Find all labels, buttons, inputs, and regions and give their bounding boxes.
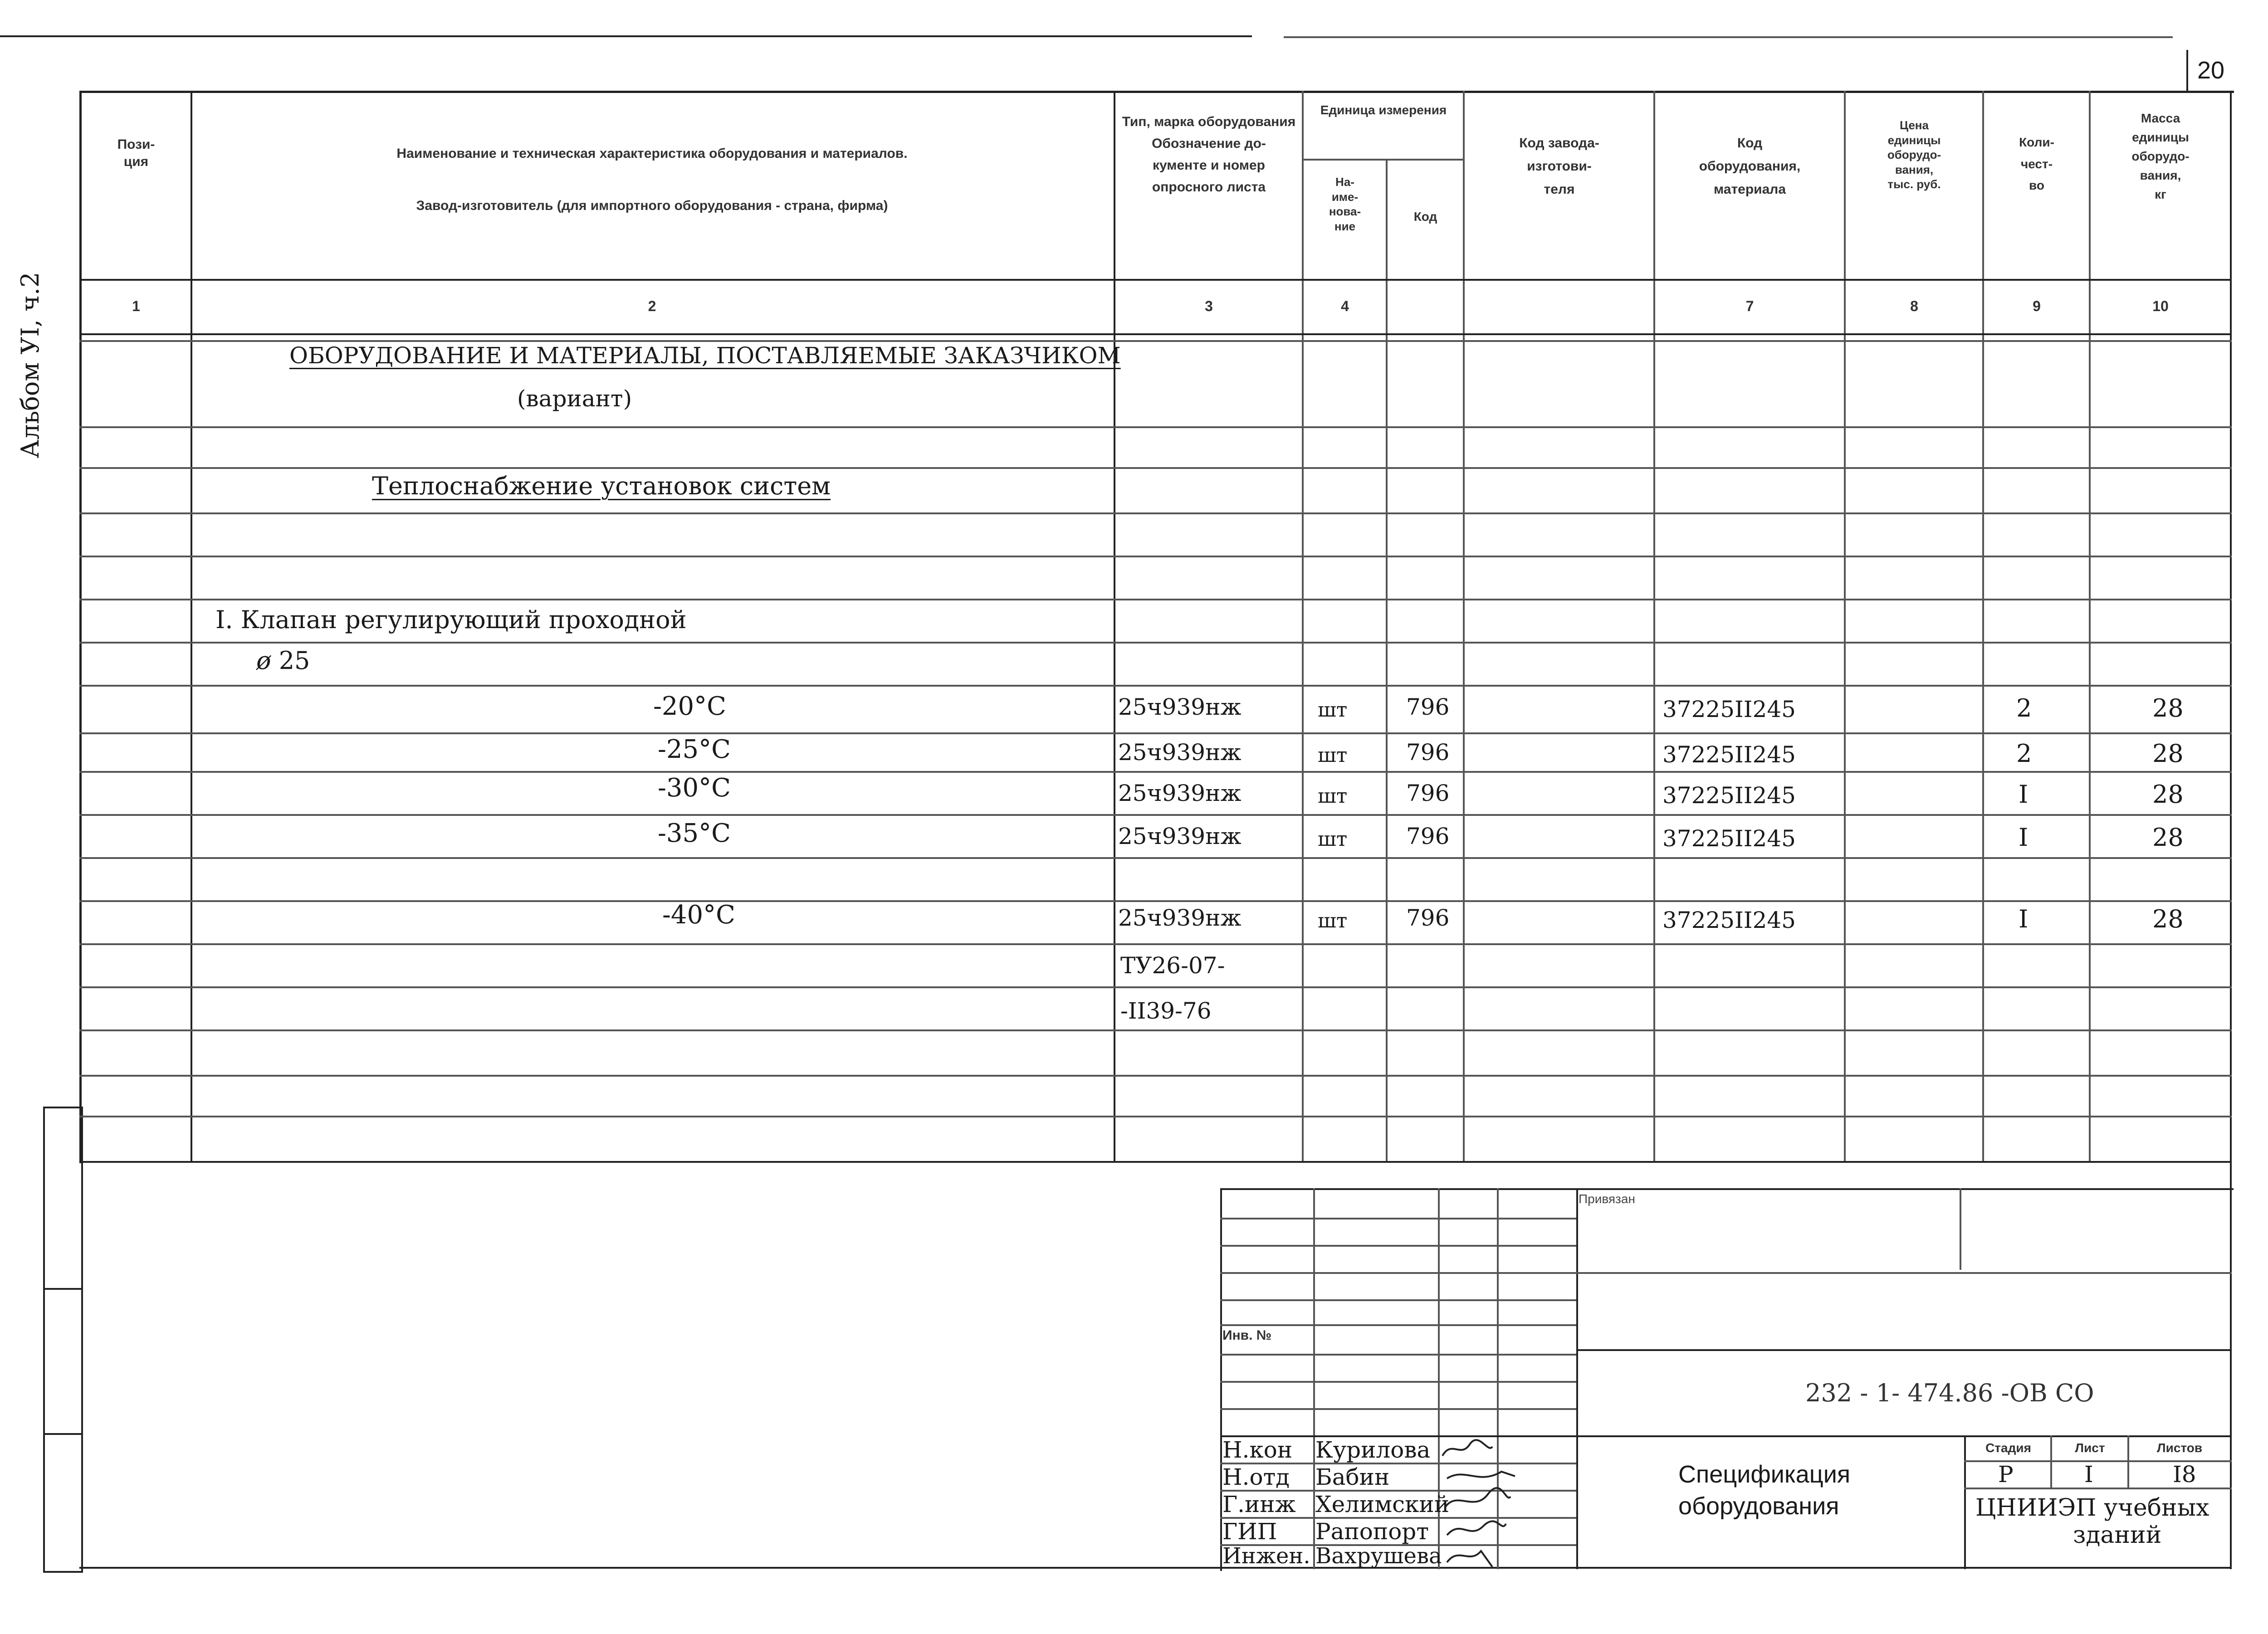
tb-row-line — [1220, 1272, 2232, 1274]
inv-label: Инв. № — [1222, 1328, 1272, 1343]
row-temperature: -30°C — [658, 773, 731, 803]
tb-row-line — [1220, 1408, 1576, 1410]
row-line — [79, 685, 2232, 687]
colnum-4: 4 — [1341, 298, 1349, 314]
colnum-10: 10 — [2152, 298, 2169, 314]
row-line — [79, 1075, 2232, 1077]
row-qty: I — [2019, 823, 2028, 852]
header-name-line1: Наименование и техническая характеристика оборудования и материалов. — [396, 146, 908, 161]
album-label — [16, 252, 48, 478]
row-temperature: -40°C — [662, 900, 736, 930]
row-mass: 28 — [2152, 739, 2184, 768]
row-code: 37225II245 — [1662, 741, 1796, 768]
sheets-value: I8 — [2173, 1461, 2196, 1488]
doc-title-line1: Спецификация — [1678, 1461, 1851, 1488]
row-line — [79, 900, 2232, 902]
row-mass: 28 — [2152, 780, 2184, 809]
col-line-6 — [1844, 91, 1846, 1161]
row-line — [79, 771, 2232, 773]
sig-role: Н.отд — [1222, 1464, 1290, 1490]
item-diameter: 25 — [279, 646, 310, 675]
row-type: 25ч939нж — [1118, 780, 1242, 806]
row-unit-code: 796 — [1406, 739, 1450, 766]
tb-row-line — [1220, 1354, 1576, 1356]
row-line — [79, 1029, 2232, 1031]
tb-stage-col — [2050, 1435, 2052, 1488]
doc-code: 232 - 1- 474.86 -ОВ СО — [1805, 1379, 2094, 1407]
sig-name: Курилова — [1315, 1437, 1431, 1463]
row-code: 37225II245 — [1662, 782, 1796, 809]
row-temperature: -35°C — [658, 819, 731, 848]
header-unit: Единица измерения — [1320, 103, 1447, 117]
row-mass: 28 — [2152, 905, 2184, 933]
doc-title-line2: оборудования — [1678, 1493, 1839, 1520]
row-type: 25ч939нж — [1118, 694, 1242, 720]
page-number-box — [2186, 50, 2234, 93]
row-line — [79, 732, 2232, 734]
tb-stage-line — [1964, 1488, 2232, 1489]
header-equipment-code: Код оборудования, материала — [1699, 136, 1801, 197]
col-line-5 — [1653, 91, 1655, 1161]
tb-col-line — [1576, 1188, 1578, 1569]
section-title: ОБОРУДОВАНИЕ И МАТЕРИАЛЫ, ПОСТАВЛЯЕМЫЕ ЗАКАЗЧИКОМ — [289, 342, 1121, 369]
top-rule-right — [1284, 36, 2173, 38]
row-line — [79, 340, 2232, 342]
col-line-1 — [191, 91, 192, 1161]
row-qty: I — [2019, 780, 2028, 809]
tb-row-line — [1220, 1245, 1576, 1247]
row-unit-code: 796 — [1406, 823, 1450, 849]
row-type: 25ч939нж — [1118, 739, 1242, 766]
header-position: Пози- ция — [117, 137, 155, 169]
row-line — [79, 943, 2232, 945]
row-type: 25ч939нж — [1118, 823, 1242, 849]
tb-row-line — [1576, 1349, 2232, 1351]
tb-col-line — [1960, 1188, 1961, 1270]
tb-row-line — [1220, 1218, 1576, 1219]
row-qty: 2 — [2016, 739, 2032, 768]
row-mass: 28 — [2152, 694, 2184, 722]
sig-name: Бабин — [1315, 1464, 1390, 1490]
row-unit: шт — [1318, 828, 1348, 851]
margin-strip-divider-2 — [43, 1433, 81, 1435]
header-price: Цена единицы оборудо- вания, тыс. руб. — [1887, 118, 1941, 191]
row-unit-code: 796 — [1406, 694, 1450, 720]
margin-strip — [43, 1107, 83, 1573]
sig-name: Рапопорт — [1315, 1518, 1429, 1545]
row-line — [79, 467, 2232, 469]
row-code: 37225II245 — [1662, 907, 1796, 933]
attached-label: Привязан — [1579, 1192, 1635, 1206]
org-line1: ЦНИИЭП учебных — [1975, 1494, 2209, 1522]
tb-row-line — [1220, 1324, 1576, 1326]
row-qty: 2 — [2016, 694, 2032, 722]
row-line — [79, 857, 2232, 859]
sig-role: Г.инж — [1222, 1491, 1296, 1517]
row-unit: шт — [1318, 909, 1348, 932]
item-diameter-row — [256, 646, 310, 675]
col-line-2 — [1114, 91, 1115, 1161]
header-plant-code: Код завода- изготови- теля — [1519, 136, 1599, 197]
tb-row-line — [1220, 1381, 1576, 1383]
table-bottom — [79, 1161, 2232, 1163]
stage-label: Стадия — [1985, 1441, 2031, 1455]
margin-strip-divider-1 — [43, 1288, 81, 1290]
header-bottom — [79, 279, 2232, 281]
tb-stage-divider — [1964, 1435, 1966, 1569]
tb-stage-col — [2127, 1435, 2129, 1488]
row-unit-code: 796 — [1406, 780, 1450, 806]
header-name-line2: Завод-изготовитель (для импортного оборудования - страна, фирма) — [416, 198, 888, 213]
header-qty: Коли- чест- во — [2019, 135, 2054, 193]
item-title: I. Клапан регулирующий проходной — [215, 605, 687, 634]
page-number: 20 — [2197, 57, 2225, 84]
row-line — [79, 426, 2232, 428]
stage-value: Р — [1998, 1461, 2014, 1488]
tb-row-line — [1220, 1299, 1576, 1301]
doc-ref-line1: ТУ26-07- — [1120, 952, 1225, 979]
colnum-1: 1 — [132, 298, 140, 314]
col-line-4b — [1463, 91, 1465, 1161]
sig-name: Хелимский — [1315, 1491, 1450, 1517]
header-unit-name: На- име- нова- ние — [1329, 175, 1361, 233]
row-code: 37225II245 — [1662, 825, 1796, 852]
col-line-3 — [1302, 91, 1304, 1161]
sheet-value: I — [2084, 1461, 2093, 1488]
row-unit: шт — [1318, 698, 1348, 722]
colnum-9: 9 — [2033, 298, 2041, 314]
row-temperature: -25°C — [658, 735, 731, 764]
sheets-label: Листов — [2156, 1441, 2203, 1455]
subsection-title: Теплоснабжение установок систем — [372, 472, 831, 500]
row-qty: I — [2019, 905, 2028, 933]
row-code: 37225II245 — [1662, 696, 1796, 722]
row-line — [79, 556, 2232, 557]
colnum-3: 3 — [1205, 298, 1213, 314]
header-mass: Масса единицы оборудо- вания, кг — [2131, 111, 2190, 201]
top-rule — [0, 35, 1252, 37]
row-unit: шт — [1318, 785, 1348, 808]
col-line-7 — [1982, 91, 1984, 1161]
row-unit-code: 796 — [1406, 905, 1450, 931]
diameter-icon: ø — [256, 646, 271, 675]
row-type: 25ч939нж — [1118, 905, 1242, 931]
unit-subheader-line — [1302, 159, 1463, 161]
row-line — [79, 599, 2232, 600]
section-variant: (вариант) — [517, 385, 632, 412]
col-line-8 — [2089, 91, 2091, 1161]
row-line — [79, 1116, 2232, 1117]
colnum-8: 8 — [1910, 298, 1918, 314]
header-unit-code: Код — [1413, 210, 1437, 224]
sig-name: Вахрушева — [1315, 1543, 1442, 1569]
row-mass: 28 — [2152, 823, 2184, 852]
doc-ref-line2: -II39-76 — [1120, 998, 1212, 1024]
sig-role: ГИП — [1222, 1518, 1277, 1545]
sheet-label: Лист — [2075, 1441, 2105, 1455]
row-line — [79, 814, 2232, 816]
header-type: Тип, марка оборудования Обозначение до- кументе и номер опросного листа — [1122, 114, 1296, 195]
colnum-7: 7 — [1745, 298, 1754, 314]
album-label-text: Альбом УI, ч.2 — [16, 272, 44, 458]
row-line — [79, 986, 2232, 988]
numrow-bottom — [79, 333, 2232, 335]
handwritten-signatures — [1438, 1435, 1574, 1569]
row-line — [79, 512, 2232, 514]
row-unit: шт — [1318, 744, 1348, 767]
colnum-2: 2 — [648, 298, 656, 314]
col-line-4a — [1386, 159, 1388, 1161]
sig-role: Инжен. — [1222, 1543, 1310, 1569]
org-line2: зданий — [2073, 1522, 2162, 1549]
row-temperature: -20°C — [653, 692, 727, 721]
sig-role: Н.кон — [1222, 1437, 1293, 1463]
row-line — [79, 642, 2232, 644]
